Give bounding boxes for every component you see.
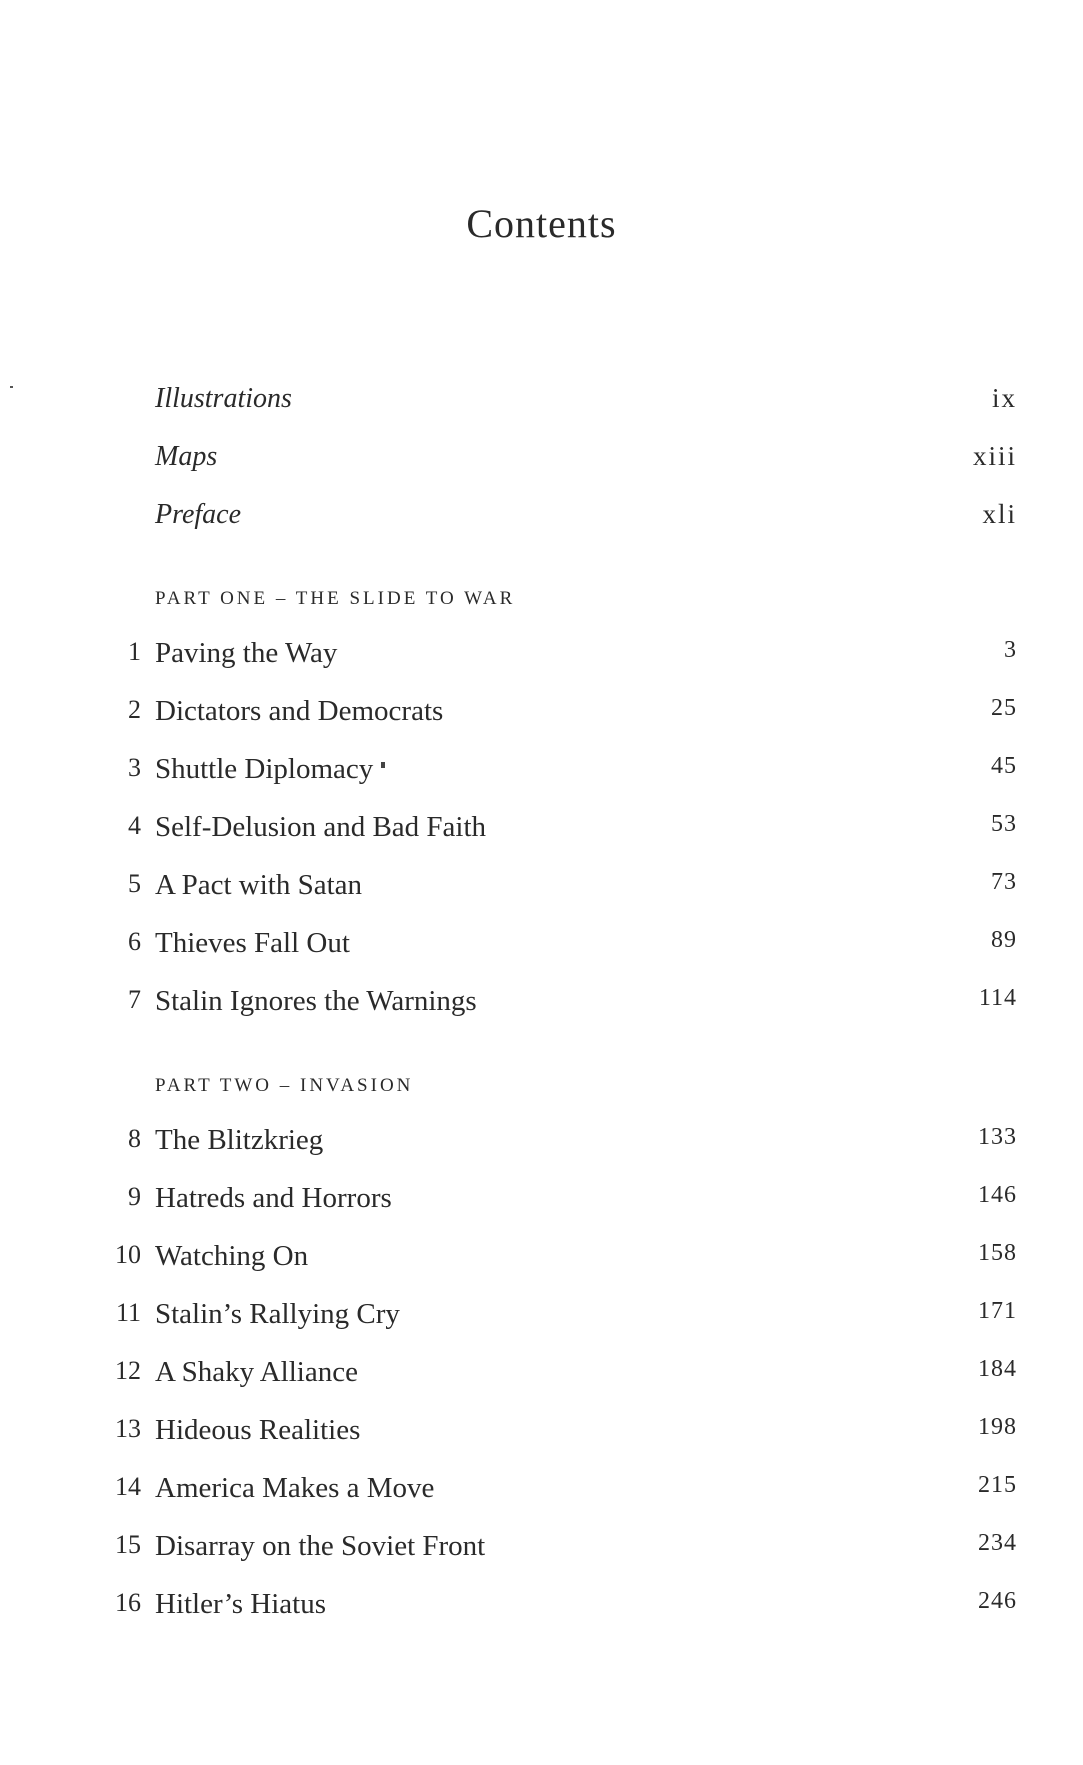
chapter-number: 1	[128, 637, 141, 666]
chapter-page-number: 158	[978, 1240, 1017, 1266]
chapter-page-number: 53	[991, 811, 1017, 837]
entry-page-number: xli	[982, 499, 1017, 529]
chapter-title: Disarray on the Soviet Front	[155, 1530, 486, 1562]
chapter-number: 5	[128, 869, 141, 898]
entry-label: Illustrations	[155, 383, 292, 414]
chapter-page-number: 114	[978, 985, 1017, 1011]
chapter-title: A Shaky Alliance	[155, 1356, 358, 1388]
chapter-title: Hideous Realities	[155, 1414, 361, 1446]
part-heading-one: PART ONE – THE SLIDE TO WAR	[155, 588, 516, 609]
chapter-entry[interactable]	[0, 753, 1083, 793]
chapter-page-number: 146	[978, 1182, 1017, 1208]
entry-page-number: ix	[991, 383, 1017, 413]
part-heading-two: PART TWO – INVASION	[155, 1075, 414, 1096]
front-matter-entry-maps[interactable]	[0, 441, 1083, 481]
chapter-title: Self-Delusion and Bad Faith	[155, 811, 487, 843]
chapter-entry[interactable]	[0, 1472, 1083, 1512]
chapter-number: 8	[128, 1124, 141, 1153]
chapter-page-number: 234	[978, 1530, 1017, 1556]
chapter-number: 11	[115, 1298, 141, 1327]
front-matter-entry-preface[interactable]	[0, 499, 1083, 539]
chapter-entry[interactable]	[0, 1414, 1083, 1454]
chapter-entry[interactable]	[0, 1240, 1083, 1280]
chapter-page-number: 25	[991, 695, 1017, 721]
chapter-number: 9	[128, 1182, 141, 1211]
chapter-title: Stalin Ignores the Warnings	[155, 985, 477, 1017]
chapter-number: 6	[128, 927, 141, 956]
chapter-title-wrapper	[155, 753, 385, 786]
chapter-entry[interactable]	[0, 869, 1083, 909]
chapter-number: 13	[115, 1414, 141, 1443]
front-matter-entry-illustrations[interactable]	[0, 383, 1083, 423]
chapter-title: America Makes a Move	[155, 1472, 435, 1504]
chapter-entry[interactable]	[0, 1124, 1083, 1164]
chapter-entry[interactable]	[0, 927, 1083, 967]
chapter-number: 12	[115, 1356, 141, 1385]
chapter-title: Dictators and Democrats	[155, 695, 444, 727]
chapter-entry[interactable]	[0, 637, 1083, 677]
chapter-number: 14	[115, 1472, 141, 1501]
chapter-entry[interactable]	[0, 1182, 1083, 1222]
chapter-number: 7	[128, 985, 141, 1014]
stray-dot-mark	[381, 762, 385, 768]
chapter-page-number: 246	[978, 1588, 1017, 1614]
chapter-page-number: 73	[991, 869, 1017, 895]
chapter-page-number: 215	[978, 1472, 1017, 1498]
entry-label: Preface	[155, 499, 242, 530]
entry-page-number: xiii	[972, 441, 1017, 471]
chapter-title: Stalin’s Rallying Cry	[155, 1298, 400, 1330]
chapter-entry[interactable]	[0, 811, 1083, 851]
chapter-page-number: 3	[1004, 637, 1017, 663]
chapter-number: 4	[128, 811, 141, 840]
chapter-page-number: 133	[978, 1124, 1017, 1150]
chapter-entry[interactable]	[0, 695, 1083, 735]
chapter-number: 15	[115, 1530, 141, 1559]
chapter-title: Thieves Fall Out	[155, 927, 350, 959]
chapter-title: Hatreds and Horrors	[155, 1182, 392, 1214]
chapter-page-number: 45	[991, 753, 1017, 779]
chapter-title: A Pact with Satan	[155, 869, 363, 901]
chapter-entry[interactable]	[0, 1356, 1083, 1396]
entry-label: Maps	[155, 441, 218, 472]
chapter-entry[interactable]	[0, 1298, 1083, 1338]
chapter-entry[interactable]	[0, 1530, 1083, 1570]
chapter-page-number: 89	[991, 927, 1017, 953]
chapter-number: 3	[128, 753, 141, 782]
chapter-page-number: 171	[978, 1298, 1017, 1324]
chapter-title: The Blitzkrieg	[155, 1124, 324, 1156]
chapter-entry[interactable]	[0, 985, 1083, 1025]
page-title: Contents	[466, 201, 617, 246]
chapter-page-number: 184	[978, 1356, 1017, 1382]
chapter-title: Paving the Way	[155, 637, 338, 669]
chapter-entry[interactable]	[0, 1588, 1083, 1628]
chapter-title: Watching On	[155, 1240, 309, 1272]
chapter-page-number: 198	[978, 1414, 1017, 1440]
chapter-title: Shuttle Diplomacy	[155, 753, 374, 785]
chapter-number: 10	[115, 1240, 141, 1269]
chapter-number: 2	[128, 695, 141, 724]
chapter-number: 16	[115, 1588, 141, 1617]
chapter-title: Hitler’s Hiatus	[155, 1588, 327, 1620]
